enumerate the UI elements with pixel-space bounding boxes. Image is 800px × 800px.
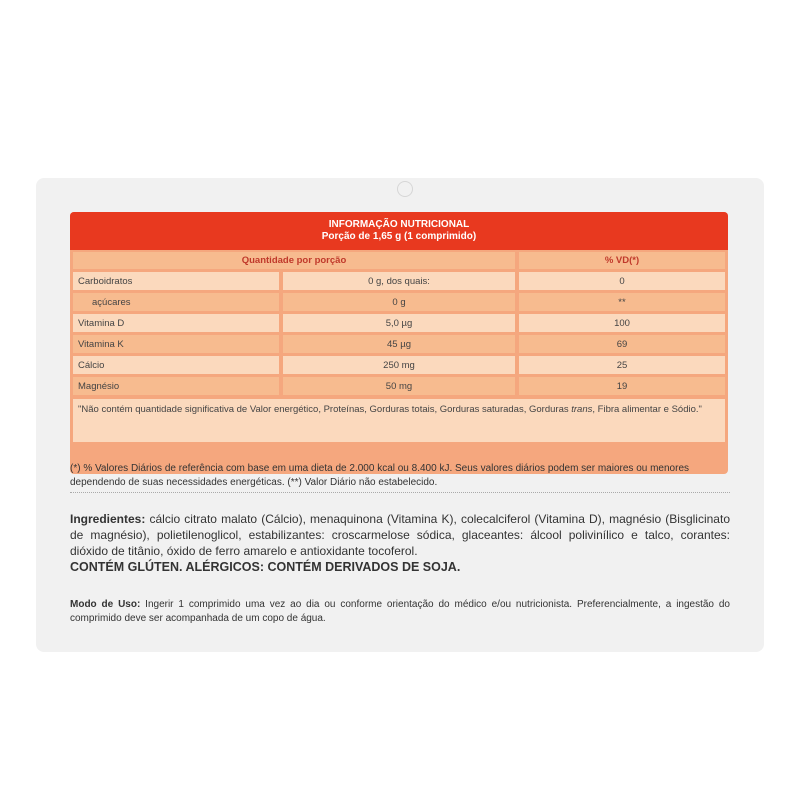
recycle-emboss-icon — [397, 181, 413, 197]
row-vd: 69 — [616, 339, 628, 350]
usage-section — [70, 598, 730, 626]
nutrition-table — [70, 212, 728, 474]
row-vd: 0 — [619, 276, 625, 287]
row-name: Vitamina K — [78, 339, 124, 350]
ingredients-text: cálcio citrato malato (Cálcio), menaquinona (Vitamina K), colecalciferol (Vitamina D), magnésio (Bisglicinato de magnésio), polietilenoglicol, estabilizantes: croscarmelose sódica, glaceantes: álcool polivinílico e talco, corantes: dióxido de titânio, óxido de ferro amarelo e antioxidante tocoferol. — [70, 512, 730, 558]
row-name: Cálcio — [78, 360, 105, 371]
row-name: Magnésio — [78, 381, 120, 392]
note-text-after: , Fibra alimentar e Sódio." — [592, 404, 702, 415]
row-amount: 250 mg — [383, 360, 415, 371]
col-header-quantity: Quantidade por porção — [241, 255, 347, 266]
table-subtitle: Porção de 1,65 g (1 comprimido) — [321, 231, 477, 242]
note-text-trans: trans — [571, 404, 593, 415]
col-header-vd: % VD(*) — [604, 255, 640, 266]
ingredients-label: Ingredientes: — [70, 512, 146, 526]
note-text-before: "Não contém quantidade significativa de Valor energético, Proteínas, Gorduras totais, Gorduras saturadas, Gorduras — [78, 404, 572, 415]
usage-text: Ingerir 1 comprimido uma vez ao dia ou conforme orientação do médico e/ou nutricionista. Preferencialmente, a ingestão do comprimido deve ser acompanhada de um copo de água. — [70, 599, 730, 624]
vd-footnote: (*) % Valores Diários de referência com base em uma dieta de 2.000 kcal ou 8.400 kJ. Seus valores diários podem ser maiores ou menores dependendo de suas necessidades energéticas. (**) Valor Diário não estabelecido. — [70, 463, 690, 488]
table-note — [78, 403, 718, 416]
row-name: Carboidratos — [78, 276, 133, 287]
row-amount: 50 mg — [385, 381, 413, 392]
row-amount: 5,0 µg — [385, 318, 413, 329]
label-card — [36, 178, 764, 652]
row-name: açúcares — [92, 297, 131, 308]
row-amount: 45 µg — [387, 339, 411, 350]
row-amount: 0 g, dos quais: — [368, 276, 430, 287]
table-title: INFORMAÇÃO NUTRICIONAL — [328, 219, 470, 230]
row-amount: 0 g — [392, 297, 406, 308]
ingredients-paragraph — [70, 511, 730, 559]
ingredients-section — [70, 511, 730, 575]
row-vd: 25 — [616, 360, 628, 371]
row-vd: 19 — [616, 381, 628, 392]
allergen-warning: CONTÉM GLÚTEN. ALÉRGICOS: CONTÉM DERIVADOS DE SOJA. — [70, 560, 461, 574]
table-header — [70, 212, 728, 250]
row-vd: ** — [618, 297, 626, 308]
usage-label: Modo de Uso: — [70, 599, 141, 610]
dotted-divider — [70, 492, 730, 493]
row-vd: 100 — [614, 318, 630, 329]
row-name: Vitamina D — [78, 318, 125, 329]
